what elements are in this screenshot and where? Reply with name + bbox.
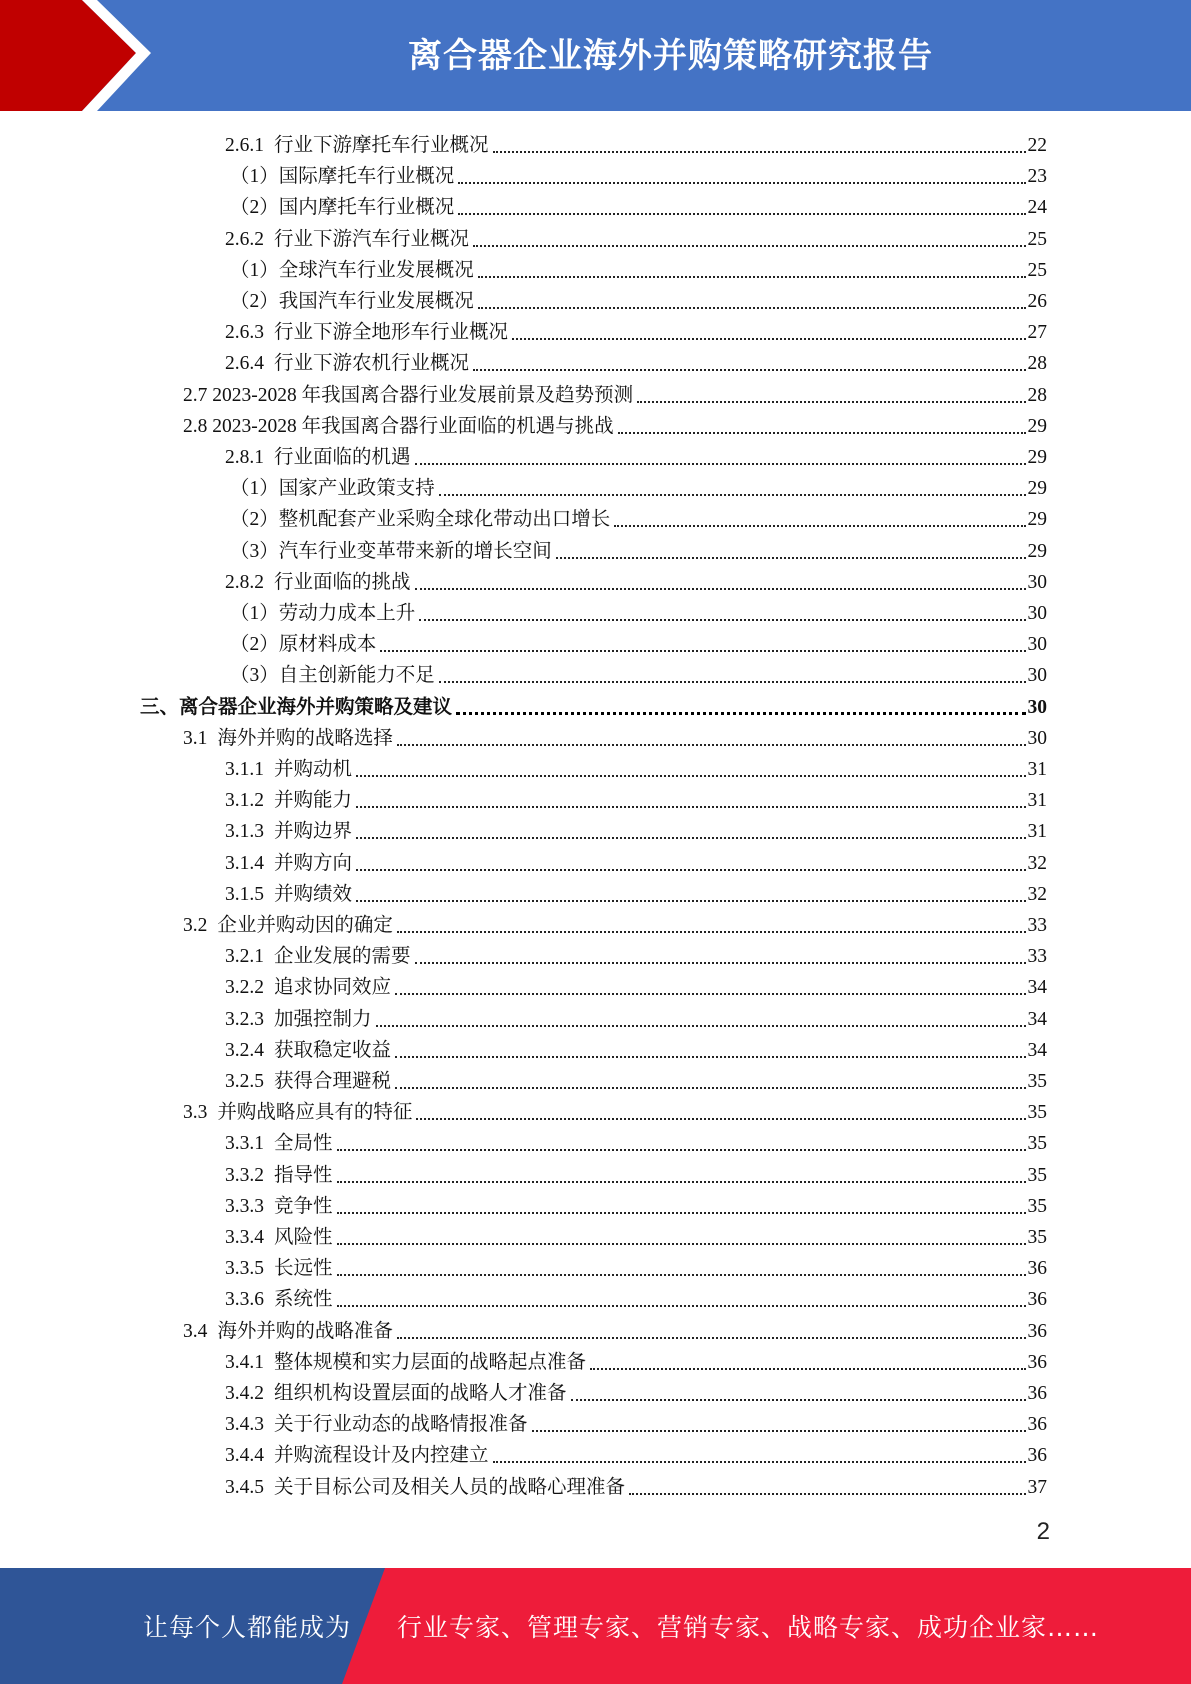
toc-entry[interactable] — [225, 1281, 1047, 1312]
toc-entry-page: 27 — [1027, 322, 1047, 344]
toc-dot-leader — [614, 525, 1025, 527]
toc-dot-leader — [337, 1212, 1026, 1214]
toc-entry-page: 26 — [1027, 291, 1047, 312]
toc-entry[interactable] — [225, 1250, 1047, 1281]
toc-entry-text: 风险性 — [274, 1227, 333, 1248]
toc-entry-page: 35 — [1027, 1195, 1047, 1217]
toc-entry[interactable] — [225, 1188, 1047, 1219]
toc-entry-number: 2.8.2 — [225, 571, 264, 593]
toc-entry-text: （2）整机配套产业采购全球化带动出口增长 — [230, 509, 611, 531]
toc-entry-label — [225, 976, 393, 1000]
toc-entry[interactable] — [230, 283, 1047, 314]
toc-dot-leader — [473, 245, 1025, 247]
toc-entry-page: 30 — [1027, 665, 1047, 687]
toc-entry-page: 29 — [1027, 540, 1047, 562]
toc-dot-leader — [571, 1399, 1026, 1401]
toc-dot-leader — [512, 338, 1025, 340]
toc-entry-text: 组织机构设置层面的战略人才准备 — [274, 1383, 567, 1404]
toc-entry-label — [225, 945, 413, 969]
toc-entry-text: （1）国家产业政策支持 — [230, 478, 435, 500]
toc-entry-page: 30 — [1027, 696, 1047, 718]
toc-entry-number: 3.3.2 — [225, 1164, 264, 1186]
toc-dot-leader — [439, 494, 1026, 496]
toc-entry-text: 并购绩效 — [274, 883, 353, 905]
toc-entry-number: 3.2.2 — [225, 977, 264, 999]
toc-entry-number: 3.1.3 — [225, 821, 264, 843]
toc-entry-page: 31 — [1027, 790, 1047, 812]
toc-entry-label — [225, 1351, 588, 1375]
toc-entry-text: 企业并购动因的确定 — [217, 915, 393, 936]
toc-entry-page: 32 — [1027, 852, 1047, 874]
toc-entry-label — [225, 321, 510, 345]
toc-entry-number: 3.3.1 — [225, 1133, 264, 1155]
toc-entry-page: 36 — [1027, 1414, 1047, 1436]
toc-entry-label — [225, 1008, 374, 1032]
toc-entry[interactable] — [230, 533, 1047, 564]
toc-entry[interactable] — [183, 907, 1047, 938]
toc-entry[interactable] — [225, 876, 1047, 907]
toc-entry-text: 2.8 2023-2028 年我国离合器行业面临的机遇与挑战 — [183, 415, 614, 437]
toc-entry-page: 35 — [1027, 1133, 1047, 1155]
toc-entry-text: 并购战略应具有的特征 — [217, 1102, 413, 1124]
toc-entry-page: 35 — [1027, 1164, 1047, 1186]
header-arrow-decoration — [0, 0, 170, 111]
toc-entry-label — [225, 1413, 530, 1437]
toc-entry-number: 3.1 — [183, 727, 208, 749]
toc-entry-label — [225, 228, 471, 252]
toc-dot-leader — [493, 151, 1026, 153]
page-footer — [0, 1568, 1191, 1684]
toc-dot-leader — [337, 1305, 1026, 1307]
toc-entry-number: 2.6.2 — [225, 228, 264, 250]
toc-entry-label — [225, 1476, 627, 1500]
toc-entry-label — [225, 1070, 393, 1094]
toc-entry-label — [225, 1195, 335, 1219]
toc-entry-label — [225, 1257, 335, 1281]
toc-dot-leader — [395, 993, 1025, 995]
toc-dot-leader — [397, 744, 1026, 746]
toc-entry-text: 行业下游全地形车行业概况 — [274, 322, 509, 344]
toc-entry[interactable] — [230, 158, 1047, 189]
toc-entry[interactable] — [225, 439, 1047, 470]
toc-entry-number: 3.1.5 — [225, 883, 264, 905]
toc-entry-page: 29 — [1027, 447, 1047, 468]
toc-entry-text: 获取稳定收益 — [274, 1039, 392, 1061]
toc-entry-label — [225, 1288, 335, 1312]
toc-dot-leader — [493, 1461, 1026, 1463]
toc-entry-page: 35 — [1027, 1227, 1047, 1248]
toc-dot-leader — [337, 1149, 1026, 1151]
toc-entry-text: 行业面临的机遇 — [274, 447, 411, 468]
toc-entry-number: 3.1.2 — [225, 790, 264, 812]
toc-dot-leader — [376, 1025, 1026, 1027]
toc-entry-page: 36 — [1027, 1258, 1047, 1280]
toc-entry-number: 2.6.4 — [225, 353, 264, 375]
toc-entry-page: 23 — [1027, 166, 1047, 188]
toc-entry-label — [230, 196, 456, 220]
toc-entry[interactable] — [225, 1063, 1047, 1094]
toc-entry-text: 关于目标公司及相关人员的战略心理准备 — [274, 1476, 626, 1498]
toc-entry-text: 海外并购的战略选择 — [217, 727, 393, 749]
toc-dot-leader — [590, 1368, 1025, 1370]
toc-entry-label — [225, 883, 354, 907]
toc-entry[interactable] — [225, 813, 1047, 844]
toc-entry-number: 3.3.4 — [225, 1227, 264, 1248]
toc-dot-leader — [356, 806, 1025, 808]
toc-entry-label — [183, 1101, 414, 1125]
toc-entry-label — [225, 852, 354, 876]
toc-entry[interactable] — [225, 1406, 1047, 1437]
toc-entry-number: 3.4 — [183, 1320, 208, 1342]
toc-entry-page: 36 — [1027, 1289, 1047, 1311]
toc-entry-page: 29 — [1027, 415, 1047, 437]
toc-entry[interactable] — [183, 720, 1047, 751]
toc-dot-leader — [637, 401, 1025, 403]
toc-entry-text: 并购流程设计及内控建立 — [274, 1445, 489, 1467]
toc-entry[interactable] — [225, 845, 1047, 876]
toc-entry-page: 33 — [1027, 915, 1047, 936]
toc-entry-page: 34 — [1027, 1008, 1047, 1030]
toc-entry-text: 指导性 — [274, 1164, 333, 1186]
toc-entry-number: 2.6.3 — [225, 322, 264, 344]
toc-entry-number: 3.2.5 — [225, 1071, 264, 1092]
toc-entry[interactable] — [140, 689, 1047, 720]
toc-entry-number: 3.2.4 — [225, 1039, 264, 1061]
toc-dot-leader — [458, 213, 1025, 215]
toc-dot-leader — [356, 775, 1025, 777]
toc-entry-number: 3.3.3 — [225, 1195, 264, 1217]
toc-entry-page: 29 — [1027, 478, 1047, 500]
toc-dot-leader — [478, 276, 1026, 278]
toc-entry-page: 29 — [1027, 509, 1047, 531]
toc-entry-label — [225, 758, 354, 782]
toc-entry-text: 长远性 — [274, 1258, 333, 1280]
toc-entry[interactable] — [230, 501, 1047, 532]
toc-entry-text: 整体规模和实力层面的战略起点准备 — [274, 1351, 587, 1373]
toc-entry-text: 竞争性 — [274, 1195, 333, 1217]
toc-entry[interactable] — [183, 1094, 1047, 1125]
toc-entry-label — [230, 540, 554, 564]
toc-entry-text: 并购能力 — [274, 790, 353, 812]
toc-entry-page: 28 — [1027, 353, 1047, 375]
toc-entry-page: 30 — [1027, 727, 1047, 749]
toc-entry-page: 34 — [1027, 1039, 1047, 1061]
toc-entry-page: 36 — [1027, 1445, 1047, 1467]
toc-entry-text: 全局性 — [274, 1133, 333, 1155]
toc-entry-page: 36 — [1027, 1351, 1047, 1373]
toc-entry-text: （2）我国汽车行业发展概况 — [230, 291, 474, 312]
toc-entry-text: 并购动机 — [274, 759, 353, 780]
toc-entry[interactable] — [225, 1437, 1047, 1468]
toc-entry-number: 3.3 — [183, 1102, 208, 1124]
toc-dot-leader — [415, 588, 1026, 590]
toc-dot-leader — [397, 1337, 1026, 1339]
footer-slogan-left: 让每个人都能成为 — [143, 1613, 352, 1642]
toc-entry[interactable] — [225, 1344, 1047, 1375]
toc-dot-leader — [532, 1430, 1026, 1432]
toc-entry-label — [230, 290, 476, 314]
toc-entry-text: 行业面临的挑战 — [274, 571, 411, 593]
toc-entry-text: （3）汽车行业变革带来新的增长空间 — [230, 540, 552, 562]
toc-entry[interactable] — [225, 1001, 1047, 1032]
toc-entry[interactable] — [183, 1313, 1047, 1344]
toc-entry-number: 2.6.1 — [225, 135, 264, 156]
toc-dot-leader — [456, 712, 1025, 715]
toc-entry-page: 34 — [1027, 977, 1047, 999]
toc-entry[interactable] — [183, 377, 1047, 408]
toc-entry-label — [225, 1132, 335, 1156]
toc-dot-leader — [356, 869, 1025, 871]
toc-entry[interactable] — [230, 189, 1047, 220]
toc-entry-page: 35 — [1027, 1102, 1047, 1124]
toc-dot-leader — [415, 463, 1026, 465]
toc-dot-leader — [397, 931, 1026, 933]
toc-entry-label — [183, 1320, 395, 1344]
toc-entry-number: 3.1.4 — [225, 852, 264, 874]
footer-slogan-right: 行业专家、管理专家、营销专家、战略专家、成功企业家…… — [397, 1613, 1100, 1642]
toc-entry[interactable] — [225, 969, 1047, 1000]
toc-entry-page: 25 — [1027, 259, 1047, 281]
toc-entry-text: 获得合理避税 — [274, 1071, 392, 1092]
toc-dot-leader — [395, 1056, 1025, 1058]
toc-entry[interactable] — [225, 938, 1047, 969]
toc-entry-text: 系统性 — [274, 1289, 333, 1311]
toc-entry-label — [225, 352, 471, 376]
toc-entry-page: 33 — [1027, 946, 1047, 968]
report-title: 离合器企业海外并购策略研究报告 — [408, 35, 933, 76]
toc-entry-label — [225, 1164, 335, 1188]
toc-dot-leader — [356, 900, 1025, 902]
toc-entry-number: 3.2 — [183, 915, 208, 936]
toc-entry-text: 海外并购的战略准备 — [217, 1320, 393, 1342]
toc-entry-page: 25 — [1027, 228, 1047, 250]
toc-entry-page: 36 — [1027, 1320, 1047, 1342]
toc-dot-leader — [473, 369, 1025, 371]
toc-entry[interactable] — [225, 345, 1047, 376]
toc-entry-label — [230, 259, 476, 283]
toc-entry[interactable] — [225, 221, 1047, 252]
toc-entry[interactable] — [230, 626, 1047, 657]
toc-dot-leader — [416, 1118, 1025, 1120]
toc-entry-text: （2）原材料成本 — [230, 634, 377, 656]
toc-entry-text: （3）自主创新能力不足 — [230, 665, 435, 687]
toc-entry-label — [140, 696, 454, 720]
toc-entry[interactable] — [225, 1125, 1047, 1156]
toc-entry-page: 30 — [1027, 634, 1047, 656]
toc-dot-leader — [419, 619, 1025, 621]
toc-entry-text: 行业下游摩托车行业概况 — [274, 135, 489, 156]
toc-entry-text: 并购方向 — [274, 852, 353, 874]
toc-entry[interactable] — [225, 127, 1047, 158]
toc-entry-label — [230, 165, 456, 189]
toc-entry-number: 3.2.3 — [225, 1008, 264, 1030]
toc-entry-page: 32 — [1027, 883, 1047, 905]
toc-entry[interactable] — [225, 314, 1047, 345]
toc-entry-page: 31 — [1027, 759, 1047, 780]
toc-entry[interactable] — [225, 751, 1047, 782]
toc-entry-text: （1）国际摩托车行业概况 — [230, 166, 455, 188]
toc-entry[interactable] — [230, 470, 1047, 501]
toc-entry-page: 35 — [1027, 1071, 1047, 1092]
toc-entry-label — [225, 134, 491, 158]
toc-entry-label — [225, 1382, 569, 1406]
toc-entry-text: 行业下游汽车行业概况 — [274, 228, 470, 250]
toc-entry-label — [230, 664, 437, 688]
toc-entry-text: 三、离合器企业海外并购策略及建议 — [140, 696, 453, 718]
toc-entry-number: 3.4.4 — [225, 1445, 264, 1467]
toc-entry[interactable] — [230, 252, 1047, 283]
toc-entry[interactable] — [230, 657, 1047, 688]
toc-entry-number: 3.1.1 — [225, 759, 264, 780]
toc-dot-leader — [337, 1243, 1026, 1245]
toc-entry-page: 28 — [1027, 384, 1047, 406]
toc-entry-label — [183, 914, 395, 938]
toc-entry-text: 行业下游农机行业概况 — [274, 353, 470, 375]
toc-dot-leader — [629, 1493, 1025, 1495]
toc-entry-text: 追求协同效应 — [274, 977, 392, 999]
toc-entry[interactable] — [225, 1219, 1047, 1250]
toc-entry-text: 加强控制力 — [274, 1008, 372, 1030]
toc-entry-page: 36 — [1027, 1383, 1047, 1404]
toc-entry[interactable] — [225, 782, 1047, 813]
toc-entry-page: 30 — [1027, 571, 1047, 593]
toc-entry-text: 2.7 2023-2028 年我国离合器行业发展前景及趋势预测 — [183, 384, 634, 406]
page-number: 2 — [1036, 1518, 1050, 1545]
toc-entry[interactable] — [230, 595, 1047, 626]
toc-dot-leader — [395, 1087, 1025, 1089]
toc-entry-text: 企业发展的需要 — [274, 946, 411, 968]
toc-entry-number: 3.4.1 — [225, 1351, 264, 1373]
toc-entry-number: 3.4.2 — [225, 1383, 264, 1404]
toc-entry-page: 22 — [1027, 135, 1047, 156]
toc-entry-label — [230, 602, 417, 626]
toc-entry[interactable] — [225, 1157, 1047, 1188]
toc-entry-label — [225, 1226, 335, 1250]
toc-entry-label — [225, 571, 413, 595]
toc-entry-label — [183, 727, 395, 751]
toc-entry[interactable] — [225, 1375, 1047, 1406]
toc-entry-label — [183, 415, 616, 439]
toc-entry-label — [225, 1444, 491, 1468]
toc-entry-page: 31 — [1027, 821, 1047, 843]
toc-dot-leader — [618, 432, 1026, 434]
toc-entry-page: 24 — [1027, 197, 1047, 219]
toc-entry-number: 3.2.1 — [225, 946, 264, 968]
toc-dot-leader — [337, 1181, 1026, 1183]
toc-entry-text: （2）国内摩托车行业概况 — [230, 197, 455, 219]
toc-entry-label — [183, 384, 635, 408]
toc-entry-number: 2.8.1 — [225, 447, 264, 468]
toc-dot-leader — [415, 962, 1026, 964]
toc-entry-page: 37 — [1027, 1476, 1047, 1498]
toc-entry-label — [225, 820, 354, 844]
toc-entry[interactable] — [183, 408, 1047, 439]
toc-entry-label — [225, 789, 354, 813]
toc-dot-leader — [380, 650, 1025, 652]
toc-dot-leader — [337, 1274, 1026, 1276]
toc-entry-label — [225, 1039, 393, 1063]
toc-entry-text: 关于行业动态的战略情报准备 — [274, 1414, 528, 1436]
toc-entry-number: 3.4.5 — [225, 1476, 264, 1498]
toc-dot-leader — [556, 557, 1026, 559]
toc-dot-leader — [439, 681, 1026, 683]
toc-entry[interactable] — [225, 1469, 1047, 1500]
toc-dot-leader — [478, 307, 1026, 309]
toc-dot-leader — [458, 182, 1025, 184]
toc-entry-text: （1）劳动力成本上升 — [230, 603, 416, 624]
page-header — [0, 0, 1191, 111]
toc-entry-text: 并购边界 — [274, 821, 353, 843]
toc-entry-number: 3.4.3 — [225, 1414, 264, 1436]
toc-entry-label — [225, 446, 413, 470]
toc-entry-label — [230, 477, 437, 501]
toc-entry-page: 30 — [1027, 603, 1047, 624]
toc-dot-leader — [356, 837, 1025, 839]
toc-entry[interactable] — [225, 564, 1047, 595]
toc-entry-text: （1）全球汽车行业发展概况 — [230, 259, 474, 281]
toc-entry-number: 3.3.5 — [225, 1258, 264, 1280]
toc-entry-label — [230, 633, 378, 657]
toc-entry[interactable] — [225, 1032, 1047, 1063]
toc-entry-number: 3.3.6 — [225, 1289, 264, 1311]
toc-entry-label — [230, 508, 612, 532]
